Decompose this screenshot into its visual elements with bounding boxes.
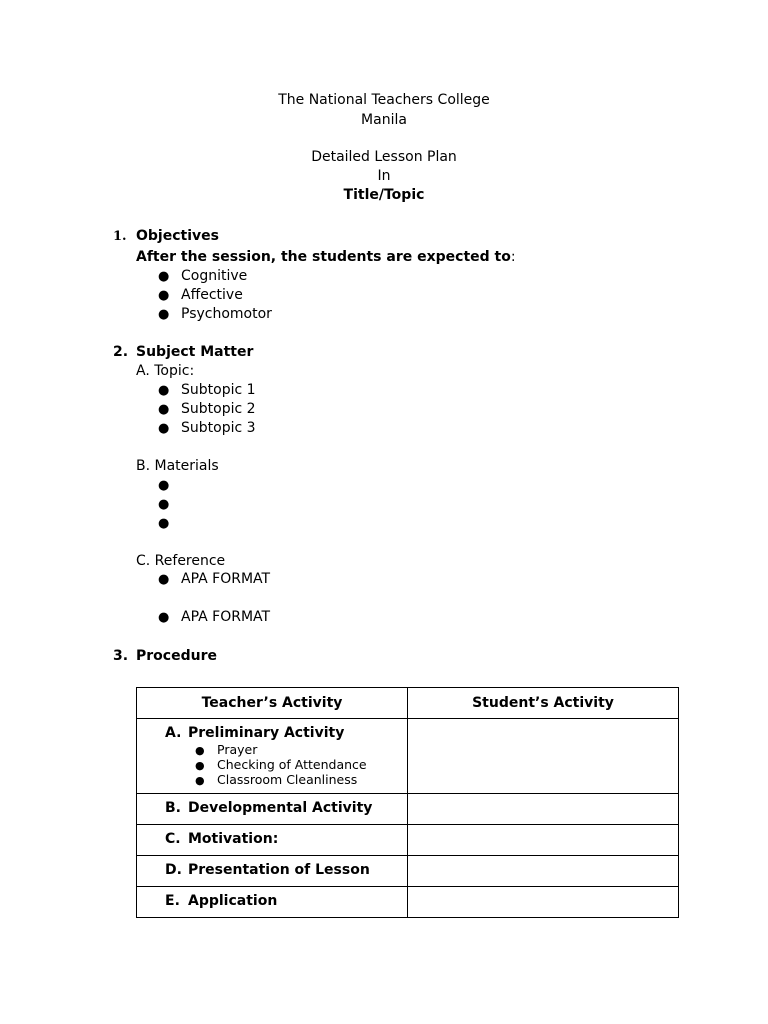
row-label: D. Presentation of Lesson xyxy=(165,862,370,878)
bullet-icon: ● xyxy=(158,572,170,587)
list-item: ● Checking of Attendance xyxy=(195,757,367,772)
objective-item: Affective xyxy=(181,287,243,303)
bullet-icon: ● xyxy=(158,288,170,303)
topic-label: A. Topic: xyxy=(136,363,195,379)
teacher-cell xyxy=(137,794,408,825)
table-row xyxy=(137,856,679,887)
subtopic-item: Subtopic 2 xyxy=(181,401,256,417)
objective-item: Cognitive xyxy=(181,268,248,284)
bullet-icon: ● xyxy=(158,421,170,436)
teacher-cell xyxy=(137,856,408,887)
bullet-icon: ● xyxy=(158,269,170,284)
objective-item: Psychomotor xyxy=(181,306,272,322)
row-label: B. Developmental Activity xyxy=(165,800,373,816)
row-label: C. Motivation: xyxy=(165,831,279,847)
table-row xyxy=(137,794,679,825)
table-row xyxy=(137,887,679,918)
objectives-intro-colon: : xyxy=(510,249,516,265)
teacher-cell xyxy=(137,719,408,794)
table-row xyxy=(137,825,679,856)
row-label: E. Application xyxy=(165,893,278,909)
subtopic-item: Subtopic 3 xyxy=(181,420,256,436)
college-city: Manila xyxy=(361,112,407,128)
procedure-table xyxy=(136,687,679,918)
teacher-cell xyxy=(137,825,408,856)
procedure-heading: Procedure xyxy=(136,648,217,664)
subject-matter-number: 2. xyxy=(113,344,129,360)
bullet-icon: ● xyxy=(158,307,170,322)
student-cell[interactable] xyxy=(408,825,679,856)
bullet-icon: ● xyxy=(158,478,170,493)
student-cell[interactable] xyxy=(408,719,679,794)
bullet-icon: ● xyxy=(195,774,205,787)
table-header-row xyxy=(137,688,679,719)
teacher-activity-header: Teacher’s Activity xyxy=(137,688,408,719)
bullet-icon: ● xyxy=(195,744,205,757)
reference-item: APA FORMAT xyxy=(181,571,271,587)
reference-item: APA FORMAT xyxy=(181,609,271,625)
student-activity-header: Student’s Activity xyxy=(408,688,679,719)
subject-matter-heading: Subject Matter xyxy=(136,344,254,360)
reference-label: C. Reference xyxy=(136,553,226,569)
college-name: The National Teachers College xyxy=(278,92,490,108)
objectives-intro-text: After the session, the students are expected to xyxy=(136,249,511,265)
bullet-icon: ● xyxy=(158,383,170,398)
materials-label: B. Materials xyxy=(136,458,219,474)
subtopic-item: Subtopic 1 xyxy=(181,382,256,398)
list-item: ● Prayer xyxy=(195,742,258,757)
bullet-icon: ● xyxy=(158,610,170,625)
plan-topic: Title/Topic xyxy=(343,187,425,203)
teacher-cell xyxy=(137,887,408,918)
bullet-icon: ● xyxy=(158,516,170,531)
procedure-number: 3. xyxy=(113,648,129,664)
objectives-intro xyxy=(136,248,516,267)
bullet-icon: ● xyxy=(195,759,205,772)
plan-title: Detailed Lesson Plan xyxy=(311,149,457,165)
objectives-number: 1. xyxy=(113,229,127,244)
bullet-icon: ● xyxy=(158,497,170,512)
list-item: ● Classroom Cleanliness xyxy=(195,772,358,787)
student-cell[interactable] xyxy=(408,856,679,887)
table-row xyxy=(137,719,679,794)
objectives-heading: Objectives xyxy=(136,228,219,244)
bullet-icon: ● xyxy=(158,402,170,417)
student-cell[interactable] xyxy=(408,794,679,825)
row-label: A. Preliminary Activity xyxy=(165,725,345,741)
student-cell[interactable] xyxy=(408,887,679,918)
plan-in: In xyxy=(377,168,391,184)
